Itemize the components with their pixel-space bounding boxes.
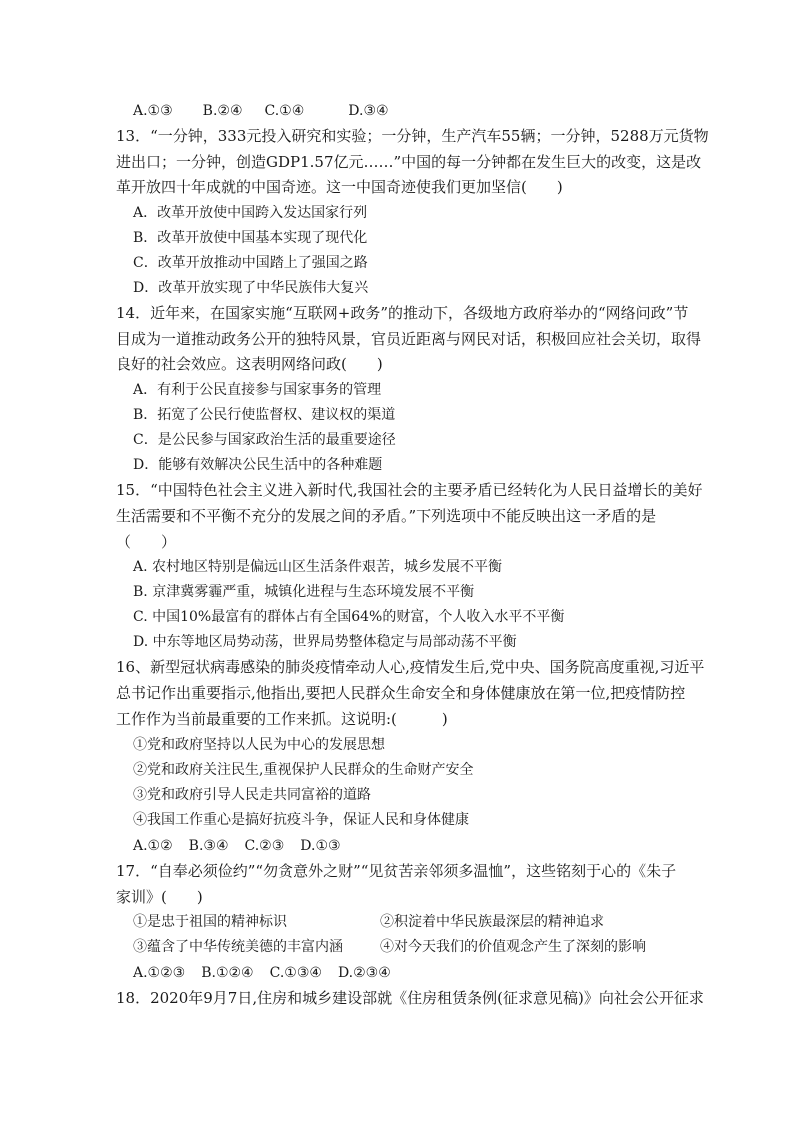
question-16-options bbox=[133, 836, 341, 856]
question-15-option-d: D. 中东等地区局势动荡，世界局势整体稳定与局部动荡不平衡 bbox=[133, 634, 517, 650]
question-15-option-c: C. 中国10%最富有的群体占有全国64%的财富，个人收入水平不平衡 bbox=[133, 609, 565, 625]
question-16-line-3: 工作作为当前最重要的工作来抓。这说明:( ) bbox=[116, 710, 448, 728]
question-15-line-3: （ ） bbox=[116, 533, 177, 551]
question-15-line-1: 15．“中国特色社会主义进入新时代,我国社会的主要矛盾已经转化为人民日益增长的美好 bbox=[116, 481, 703, 499]
option-b: B.①②④ bbox=[201, 965, 254, 981]
question-13-option-a: A．改革开放使中国跨入发达国家行列 bbox=[133, 205, 368, 221]
question-16-statement-1: ①党和政府坚持以人民为中心的发展思想 bbox=[133, 737, 385, 753]
option-d: D.①③ bbox=[300, 838, 341, 854]
option-c: C.②③ bbox=[244, 838, 285, 854]
question-15-line-2: 生活需要和不平衡不充分的发展之间的矛盾。”下列选项中不能反映出这一矛盾的是 bbox=[116, 507, 657, 525]
question-17-statement-row-2 bbox=[133, 937, 343, 957]
question-17-statement-3: ③蕴含了中华传统美德的丰富内涵 bbox=[133, 939, 343, 955]
question-14-line-2: 目成为一道推动政务公开的独特风景，官员近距离与网民对话，积极回应社会关切，取得 bbox=[116, 330, 702, 348]
question-13-option-d: D．改革开放实现了中华民族伟大复兴 bbox=[133, 280, 369, 296]
question-17-line-2: 家训》( ) bbox=[116, 888, 203, 906]
question-14-option-d: D．能够有效解决公民生活中的各种难题 bbox=[133, 457, 383, 473]
question-13-line-3: 革开放四十年成就的中国奇迹。这一中国奇迹使我们更加坚信( ) bbox=[116, 178, 563, 196]
option-c: C.①③④ bbox=[269, 965, 322, 981]
option-d: D.③④ bbox=[348, 103, 389, 119]
question-13-option-c: C．改革开放推动中国踏上了强国之路 bbox=[133, 255, 368, 271]
question-17-statement-row-1 bbox=[133, 912, 287, 932]
question-13-line-1: 13．“一分钟，333元投入研究和实验；一分钟，生产汽车55辆；一分钟，5288万元货物 bbox=[116, 127, 709, 145]
question-15-option-b: B. 京津冀雾霾严重，城镇化进程与生态环境发展不平衡 bbox=[133, 584, 475, 600]
question-17-line-1: 17．“自奉必须俭约”“勿贪意外之财”“见贫苦亲邻须多温恤”，这些铭刻于心的《朱子 bbox=[116, 862, 677, 880]
option-b: B.②④ bbox=[202, 103, 243, 119]
question-16-line-1: 16、新型冠状病毒感染的肺炎疫情牵动人心,疫情发生后,党中央、国务院高度重视,习近平 bbox=[116, 658, 705, 676]
option-b: B.③④ bbox=[188, 838, 229, 854]
question-12-options bbox=[133, 101, 389, 121]
option-a: A.①③ bbox=[133, 103, 173, 119]
question-14-option-a: A．有利于公民直接参与国家事务的管理 bbox=[133, 382, 382, 398]
question-16-line-2: 总书记作出重要指示,他指出,要把人民群众生命安全和身体健康放在第一位,把疫情防控 bbox=[116, 684, 686, 702]
question-14-option-b: B．拓宽了公民行使监督权、建议权的渠道 bbox=[133, 407, 396, 423]
question-16-statement-3: ③党和政府引导人民走共同富裕的道路 bbox=[133, 787, 371, 803]
question-17-statement-4-wrap bbox=[380, 937, 646, 957]
question-13-option-b: B．改革开放使中国基本实现了现代化 bbox=[133, 230, 368, 246]
question-17-statement-4: ④对今天我们的价值观念产生了深刻的影响 bbox=[380, 939, 646, 955]
question-17-statement-2-wrap bbox=[380, 912, 604, 932]
question-17-options bbox=[133, 963, 391, 983]
question-18-line-1: 18．2020年9月7日,住房和城乡建设部就《住房租赁条例(征求意见稿)》向社会公开征求 bbox=[116, 989, 704, 1007]
option-c: C.①④ bbox=[264, 103, 305, 119]
option-a: A.①②③ bbox=[133, 965, 186, 981]
option-d: D.②③④ bbox=[337, 965, 391, 981]
option-a: A.①② bbox=[133, 838, 173, 854]
question-14-line-3: 良好的社会效应。这表明网络问政( ) bbox=[116, 355, 383, 373]
question-16-statement-4: ④我国工作重心是搞好抗疫斗争，保证人民和身体健康 bbox=[133, 812, 469, 828]
question-17-statement-1: ①是忠于祖国的精神标识 bbox=[133, 914, 287, 930]
question-15-option-a: A. 农村地区特别是偏远山区生活条件艰苦，城乡发展不平衡 bbox=[133, 559, 503, 575]
question-13-line-2: 进出口；一分钟，创造GDP1.57亿元……”中国的每一分钟都在发生巨大的改变，这是改 bbox=[116, 153, 702, 171]
question-16-statement-2: ②党和政府关注民生,重视保护人民群众的生命财产安全 bbox=[133, 762, 474, 778]
question-17-statement-2: ②积淀着中华民族最深层的精神追求 bbox=[380, 914, 604, 930]
question-14-line-1: 14．近年来，在国家实施“互联网+政务”的推动下，各级地方政府举办的“网络问政”节 bbox=[116, 304, 689, 322]
question-14-option-c: C．是公民参与国家政治生活的最重要途径 bbox=[133, 432, 396, 448]
